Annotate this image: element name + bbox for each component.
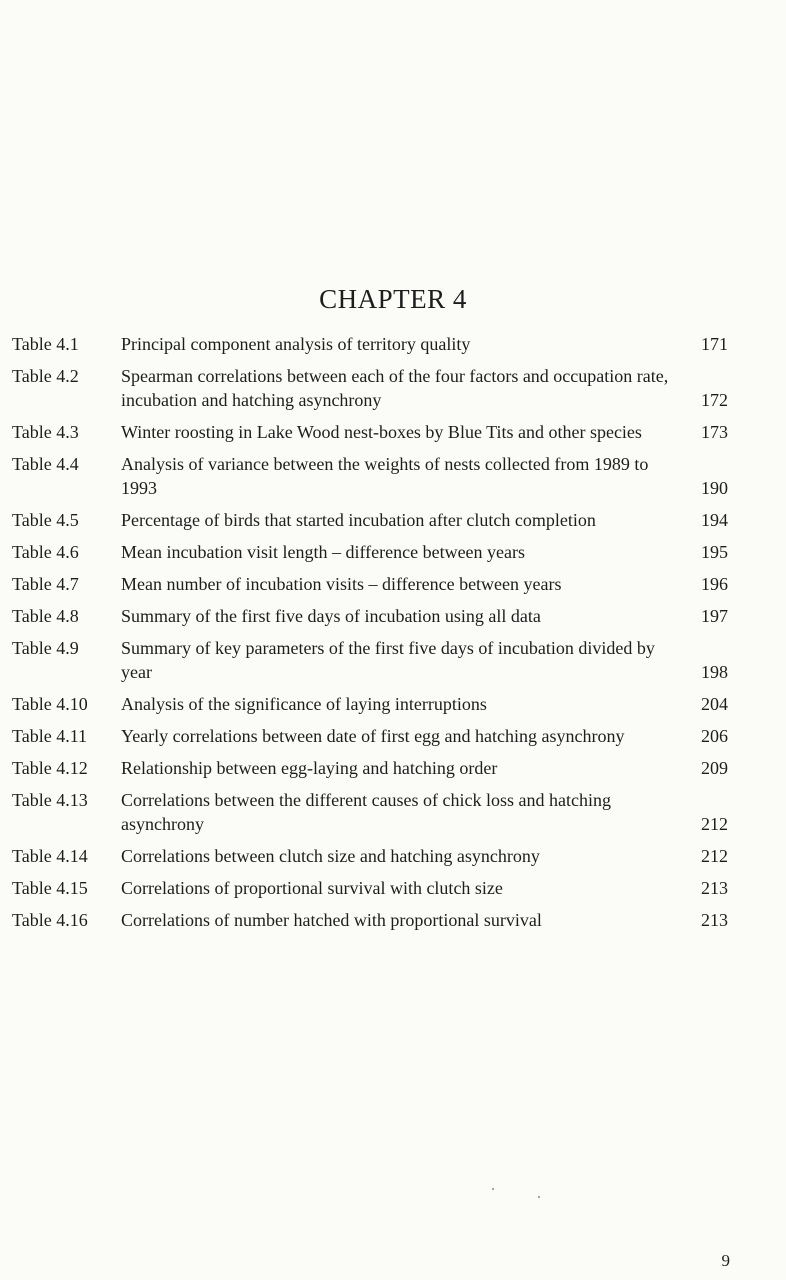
table-title: Percentage of birds that started incubation after clutch completion	[121, 510, 596, 530]
page-reference: 212	[701, 814, 728, 834]
chapter-heading: CHAPTER 4	[319, 284, 467, 314]
table-label: Table 4.8	[12, 606, 79, 626]
table-label: Table 4.9	[12, 638, 79, 658]
list-item[interactable]	[12, 508, 728, 532]
table-title: Winter roosting in Lake Wood nest-boxes by Blue Tits and other species	[121, 422, 642, 442]
page-reference: 190	[701, 478, 728, 498]
page-reference: 204	[701, 694, 728, 714]
table-title: Analysis of the significance of laying interruptions	[121, 694, 487, 714]
list-item[interactable]	[12, 332, 728, 356]
page-reference: 195	[701, 542, 728, 562]
table-title: Correlations of proportional survival with clutch size	[121, 878, 503, 898]
list-item[interactable]	[12, 420, 728, 444]
page-reference: 171	[701, 334, 728, 354]
table-label: Table 4.16	[12, 910, 88, 930]
list-item[interactable]	[12, 540, 728, 564]
table-label: Table 4.3	[12, 422, 79, 442]
table-title: Summary of the first five days of incubation using all data	[121, 606, 541, 626]
table-label: Table 4.5	[12, 510, 79, 530]
page-reference: 194	[701, 510, 728, 530]
table-label: Table 4.15	[12, 878, 88, 898]
list-item[interactable]	[12, 572, 728, 596]
table-label: Table 4.1	[12, 334, 79, 354]
page-reference: 172	[701, 390, 728, 410]
table-title: Yearly correlations between date of first egg and hatching asynchrony	[121, 726, 625, 746]
table-title: Spearman correlations between each of the four factors and occupation rate, incubation and hatching asynchrony	[121, 366, 669, 410]
list-item[interactable]	[12, 876, 728, 900]
page-reference: 213	[701, 910, 728, 930]
table-title: Analysis of variance between the weights of nests collected from 1989 to 1993	[121, 454, 649, 498]
table-label: Table 4.4	[12, 454, 79, 474]
page-reference: 209	[701, 758, 728, 778]
list-item[interactable]	[12, 756, 728, 780]
table-label: Table 4.12	[12, 758, 88, 778]
table-label: Table 4.2	[12, 366, 79, 386]
table-title: Correlations between clutch size and hatching asynchrony	[121, 846, 540, 866]
table-label: Table 4.6	[12, 542, 79, 562]
list-item[interactable]	[12, 364, 728, 412]
page-reference: 198	[701, 662, 728, 682]
page-reference: 196	[701, 574, 728, 594]
list-item[interactable]	[12, 908, 728, 932]
paper-speck	[492, 1188, 494, 1190]
page-reference: 212	[701, 846, 728, 866]
table-label: Table 4.7	[12, 574, 79, 594]
table-list	[12, 332, 728, 940]
list-item[interactable]	[12, 692, 728, 716]
table-label: Table 4.10	[12, 694, 88, 714]
paper-speck	[538, 1196, 540, 1198]
page-number: 9	[721, 1251, 730, 1270]
table-title: Summary of key parameters of the first five days of incubation divided by year	[121, 638, 655, 682]
table-title: Correlations between the different causes of chick loss and hatching asynchrony	[121, 790, 612, 834]
table-label: Table 4.13	[12, 790, 88, 810]
table-title: Correlations of number hatched with proportional survival	[121, 910, 542, 930]
table-label: Table 4.11	[12, 726, 88, 746]
list-item[interactable]	[12, 604, 728, 628]
list-item[interactable]	[12, 452, 728, 500]
table-title: Mean number of incubation visits – difference between years	[121, 574, 562, 594]
table-title: Principal component analysis of territory quality	[121, 334, 471, 354]
page-reference: 173	[701, 422, 728, 442]
table-title: Mean incubation visit length – difference between years	[121, 542, 526, 562]
list-item[interactable]	[12, 844, 728, 868]
list-item[interactable]	[12, 724, 728, 748]
page-reference: 206	[701, 726, 728, 746]
table-label: Table 4.14	[12, 846, 88, 866]
page-reference: 197	[701, 606, 728, 626]
page-reference: 213	[701, 878, 728, 898]
table-title: Relationship between egg-laying and hatching order	[121, 758, 498, 778]
list-item[interactable]	[12, 636, 728, 684]
list-item[interactable]	[12, 788, 728, 836]
